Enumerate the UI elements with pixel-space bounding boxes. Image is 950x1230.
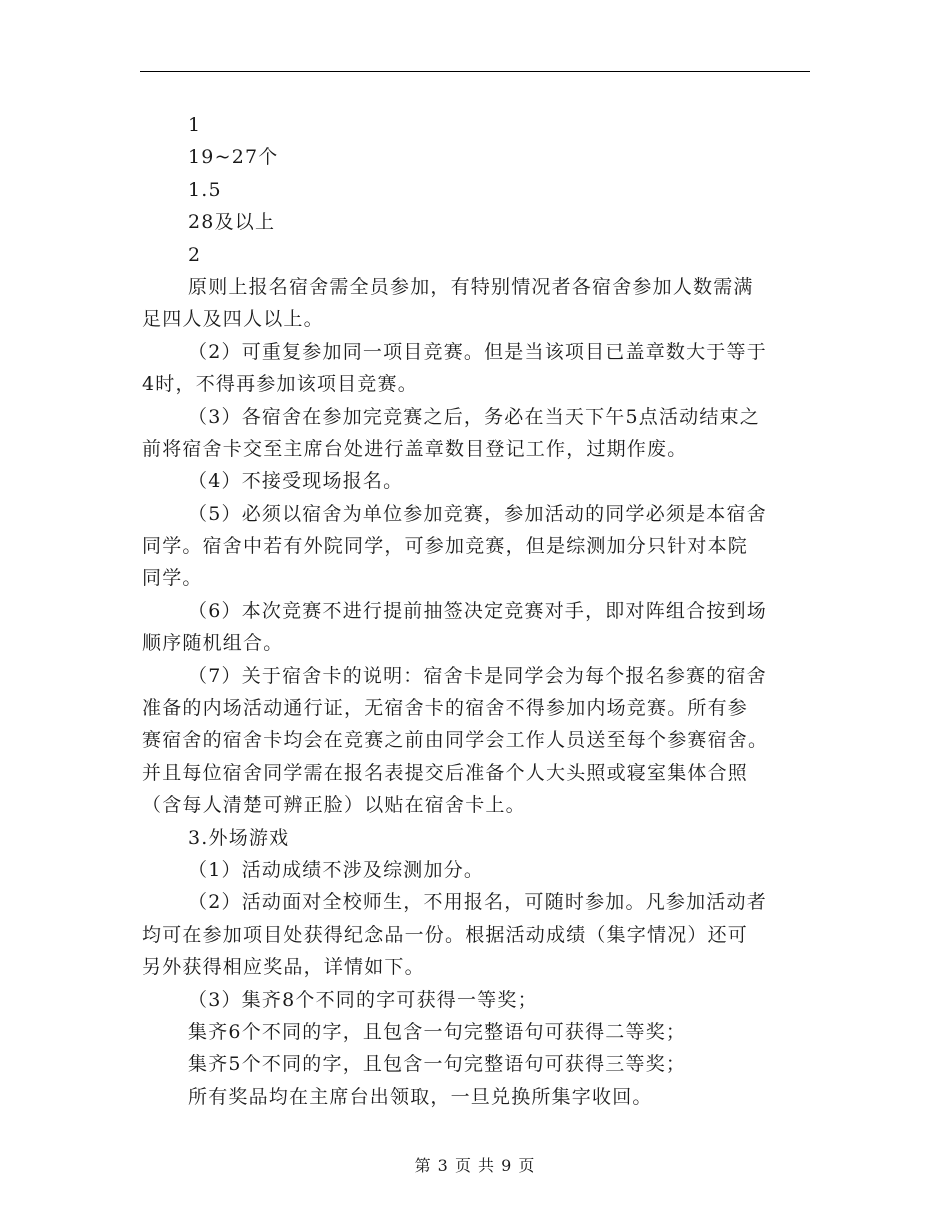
text-line: 28及以上 (188, 211, 276, 234)
text-line: （6）本次竞赛不进行提前抽签决定竞赛对手，即对阵组合按到场 (188, 599, 767, 622)
text-line: 3.外场游戏 (188, 826, 290, 849)
document-body (142, 109, 810, 1113)
text-line: 19~27个 (188, 146, 279, 169)
text-line: 1.5 (188, 178, 222, 201)
text-line: 并且每位宿舍同学需在报名表提交后准备个人大头照或寝室集体合照 (142, 761, 749, 784)
text-line: （3）集齐8个不同的字可获得一等奖； (188, 988, 538, 1011)
text-line: 1 (188, 114, 202, 136)
text-line: （4）不接受现场报名。 (188, 470, 404, 493)
header-rule (140, 71, 810, 72)
text-line: 集齐5个不同的字，且包含一句完整语句可获得三等奖； (188, 1053, 687, 1076)
text-line: （含每人清楚可辨正脸）以贴在宿舍卡上。 (142, 794, 526, 817)
text-line: 4时，不得再参加该项目竞赛。 (142, 373, 418, 396)
text-line: （3）各宿舍在参加完竞赛之后，务必在当天下午5点活动结束之 (188, 405, 760, 428)
text-line: （5）必须以宿舍为单位参加竞赛，参加活动的同学必须是本宿舍 (188, 502, 767, 525)
text-line: （2）活动面对全校师生，不用报名，可随时参加。凡参加活动者 (188, 891, 767, 914)
text-line: （7）关于宿舍卡的说明：宿舍卡是同学会为每个报名参赛的宿舍 (188, 664, 767, 687)
text-line: （2）可重复参加同一项目竞赛。但是当该项目已盖章数大于等于 (188, 340, 767, 363)
text-line: 顺序随机组合。 (142, 632, 284, 655)
text-line: 赛宿舍的宿舍卡均会在竞赛之前由同学会工作人员送至每个参赛宿舍。 (142, 729, 769, 752)
text-line: 准备的内场活动通行证，无宿舍卡的宿舍不得参加内场竞赛。所有参 (142, 697, 749, 720)
text-line: 前将宿舍卡交至主席台处进行盖章数目登记工作，过期作废。 (142, 437, 688, 460)
text-line: 2 (188, 243, 202, 266)
text-line: 同学。 (142, 567, 203, 590)
text-line: 另外获得相应奖品，详情如下。 (142, 956, 425, 979)
text-line: （1）活动成绩不涉及综测加分。 (188, 858, 485, 881)
text-line: 所有奖品均在主席台出领取，一旦兑换所集字收回。 (188, 1085, 653, 1108)
text-line: 足四人及四人以上。 (142, 308, 324, 331)
page-footer: 第 3 页 共 9 页 (414, 1156, 536, 1175)
text-line: 集齐6个不同的字，且包含一句完整语句可获得二等奖； (188, 1020, 687, 1043)
text-line: 同学。宿舍中若有外院同学，可参加竞赛，但是综测加分只针对本院 (142, 535, 749, 558)
text-line: 均可在参加项目处获得纪念品一份。根据活动成绩（集字情况）还可 (142, 923, 749, 946)
text-line: 原则上报名宿舍需全员参加，有特别情况者各宿舍参加人数需满 (188, 275, 754, 298)
